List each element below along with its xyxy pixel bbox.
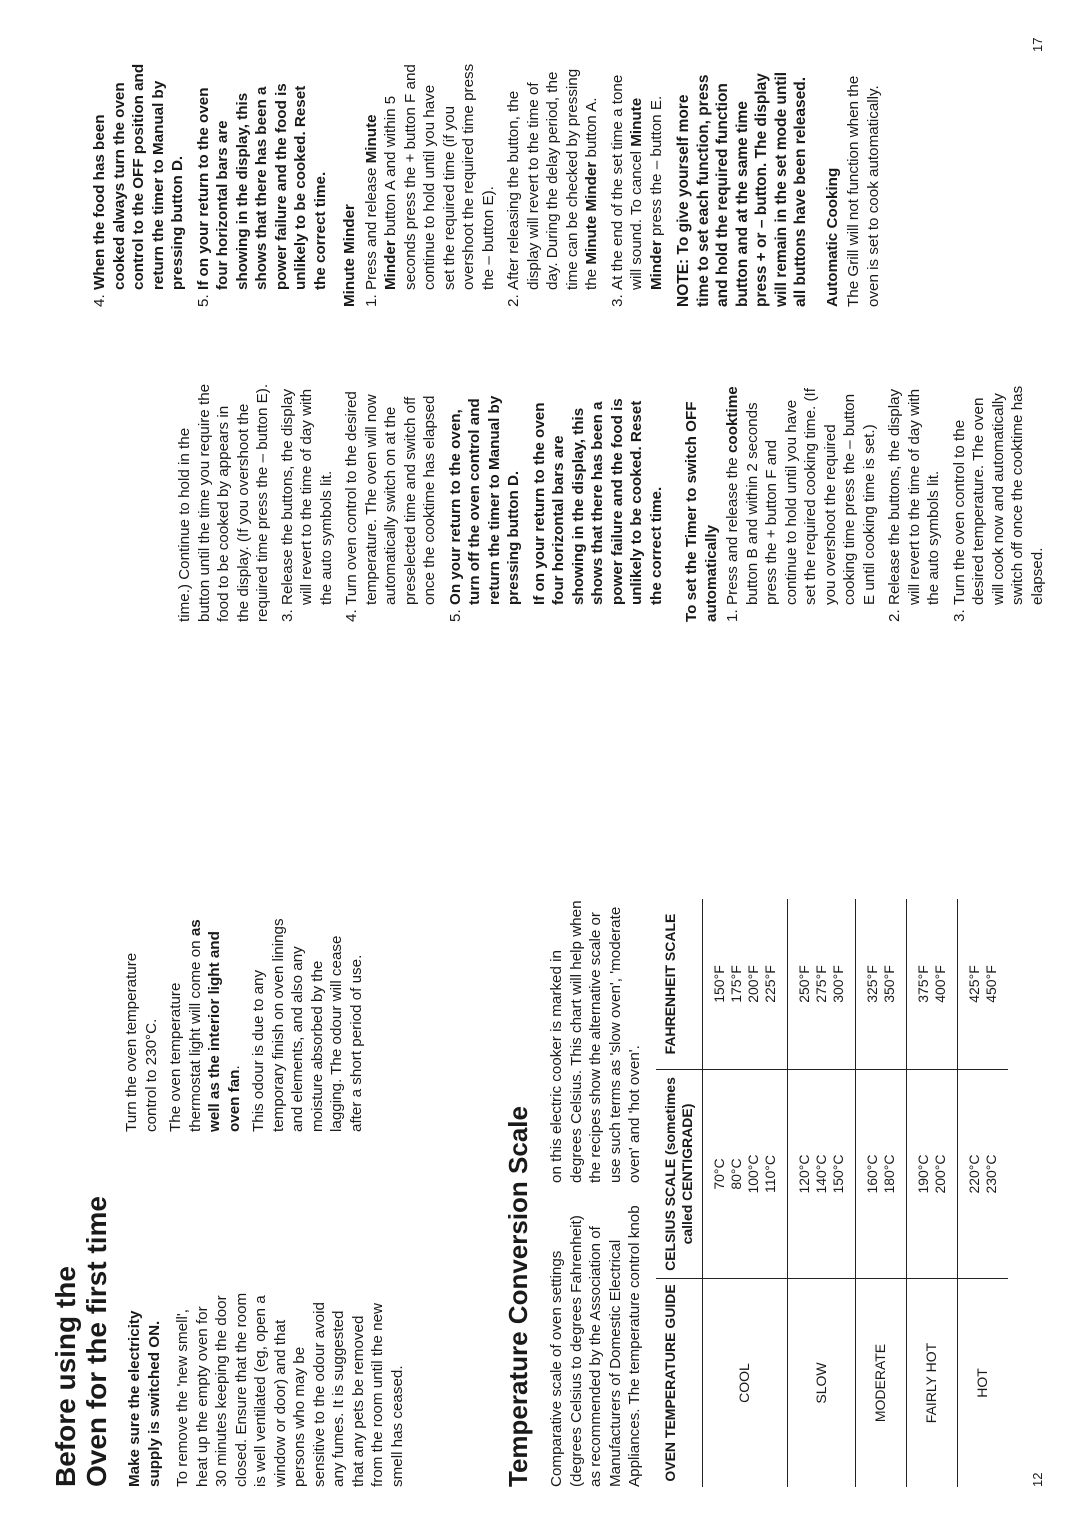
celsius-header: CELSIUS SCALE (sometimes called CENTIGRADE) [656, 1070, 703, 1279]
continuation-text: time.) Continue to hold in the button until the time you require the food to be cooked by appears in the display. (If you overshoot the required time press the – button E). [176, 383, 271, 622]
conversion-section [503, 897, 1008, 1487]
minute-minder-steps [362, 62, 667, 307]
guide-cell: SLOW [787, 1279, 855, 1488]
page-number-right: 17 [1030, 37, 1045, 52]
table-row [906, 899, 957, 1487]
fahrenheit-cell: 425°F 450°F [957, 899, 1008, 1070]
list-item: 5. On your return to the oven, turn off the oven control and return the timer to Manual by pressing button D. [446, 395, 522, 622]
list-item: 4. When the food has been cooked always turn the oven control to the OFF position and return the timer to Manual by pressing button D. [91, 63, 186, 307]
guide-cell: COOL [702, 1279, 787, 1488]
list-item: 2. After releasing the button, the display will revert to the time of day. During the delay period, the time can be checked by pressing the Minute Minder button A. [505, 68, 600, 307]
guide-cell: FAIRLY HOT [906, 1279, 957, 1488]
thermostat-light-paragraph: The oven temperature thermostat light will come on as well as the interior light and oven fan. [167, 919, 243, 1132]
note-paragraph: NOTE: To give yourself more time to set each function, press and hold the required function button and at the same time press + or – button. The display will remain in the set mode until all buttons have been released. [675, 71, 809, 307]
table-row [702, 899, 787, 1487]
list-item: 1. Press and release Minute Minder button A and within 5 seconds press the + button F and continue to hold until you have set the required time (if you overshoot the required time press the – button E). [362, 63, 497, 307]
before-using-section [50, 1196, 412, 1487]
page-number-left: 12 [1030, 1472, 1045, 1487]
fahrenheit-cell: 375°F 400°F [906, 899, 957, 1070]
guide-header: OVEN TEMPERATURE GUIDE [656, 1279, 703, 1488]
guide-cell: HOT [974, 1368, 990, 1398]
table-row [787, 899, 855, 1487]
before-using-continued [122, 910, 371, 1132]
list-item: 2. Release the buttons, the display will revert to the time of day with the auto symbols lit. [886, 388, 942, 622]
conversion-intro: Comparative scale of oven settings (degrees Celsius to degrees Fahrenheit) as recommended by the Association of Manufacturers of Domestic Electrical Appliances. The temperature control knob on this electric cooker is marked in degrees Celsius. This chart will help when the recipes show the alternative scale or use such terms as 'slow oven', 'moderate oven' and 'hot oven'. [548, 900, 643, 1487]
fahrenheit-cell: 250°F 275°F 300°F [787, 899, 855, 1070]
minute-minder-column [90, 62, 888, 307]
minute-minder-heading: Minute Minder [341, 204, 358, 307]
timer-off-steps [723, 382, 1047, 622]
fahrenheit-header: FAHRENHEIT SCALE [656, 899, 703, 1070]
temperature-control-paragraph: Turn the oven temperature control to 230°C. [123, 952, 160, 1132]
conversion-table [656, 899, 1008, 1487]
table-row [855, 899, 906, 1487]
list-item: 5. If on your return to the oven four horizontal bars are showing in the display, this shows that there has been a power failure and the food is unlikely to be cooked. Reset the correct time. [194, 83, 329, 307]
list-item: 3. Release the buttons, the display will revert to the time of day with the auto symbols lit. [278, 388, 335, 622]
celsius-cell: 160°C 180°C [855, 1070, 906, 1279]
celsius-cell: 70°C 80°C 100°C 110°C [702, 1070, 787, 1279]
timer-column [175, 382, 1053, 622]
new-smell-paragraph: To remove the 'new smell', heat up the empty oven for 30 minutes keeping the door closed. Ensure that the room is well ventilated (eg, open a window or door) and that persons who may be sensitive to the odour avoid any fumes. It is suggested that any pets be removed from the room until the new smell has ceased. [174, 1292, 406, 1487]
power-failure-warning: If on your return to the oven four horizontal bars are showing in the display, this shows that there has been a power failure and the food is unlikely to be cooked. Reset the correct time. [530, 398, 665, 605]
guide-cell: MODERATE [855, 1279, 906, 1488]
return-steps [90, 62, 330, 307]
automatic-cooking-text: The Grill will not function when the oven is set to cook automatically. [845, 75, 882, 307]
table-row [957, 899, 1008, 1487]
timer-off-heading: To set the Timer to switch OFF automatically [683, 401, 720, 622]
list-item: 3. At the end of the set time a tone will sound. To cancel Minute Minder press the – button E. [608, 74, 665, 307]
delay-steps [278, 382, 524, 622]
before-using-title: Before using the Oven for the first time [50, 1196, 112, 1487]
electricity-subheading: Make sure the electricity supply is switched ON. [126, 1310, 163, 1487]
fahrenheit-cell: 325°F 350°F [855, 899, 906, 1070]
celsius-cell: 120°C 140°C 150°C [787, 1070, 855, 1279]
fahrenheit-cell: 150°F 175°F 200°F 225°F [702, 899, 787, 1070]
automatic-cooking-heading: Automatic Cooking [823, 167, 841, 307]
list-item: 1. Press and release the cooktime button B and within 2 seconds press the + button F and continue to hold until you have set the required cooking time. (If you overshoot the required cooking time press the – button E until cooking time is set.) [724, 386, 878, 622]
celsius-cell: 220°C 230°C [957, 1070, 1008, 1279]
list-item: 4. Turn oven control to the desired temperature. The oven will now automatically switch on at the preselected time and switch off once the cooktime has elapsed [343, 391, 438, 622]
list-item: 3. Turn the oven control to the desired temperature. The oven will cook now and automatically switch off once the cooktime has elapsed. [950, 385, 1046, 622]
conversion-title: Temperature Conversion Scale [503, 1106, 533, 1487]
odour-paragraph: This odour is due to any temporary finish on oven linings and elements, and also any moisture absorbed by the lagging. The odour will cease after a short period of use. [250, 918, 365, 1132]
celsius-cell: 190°C 200°C [906, 1070, 957, 1279]
